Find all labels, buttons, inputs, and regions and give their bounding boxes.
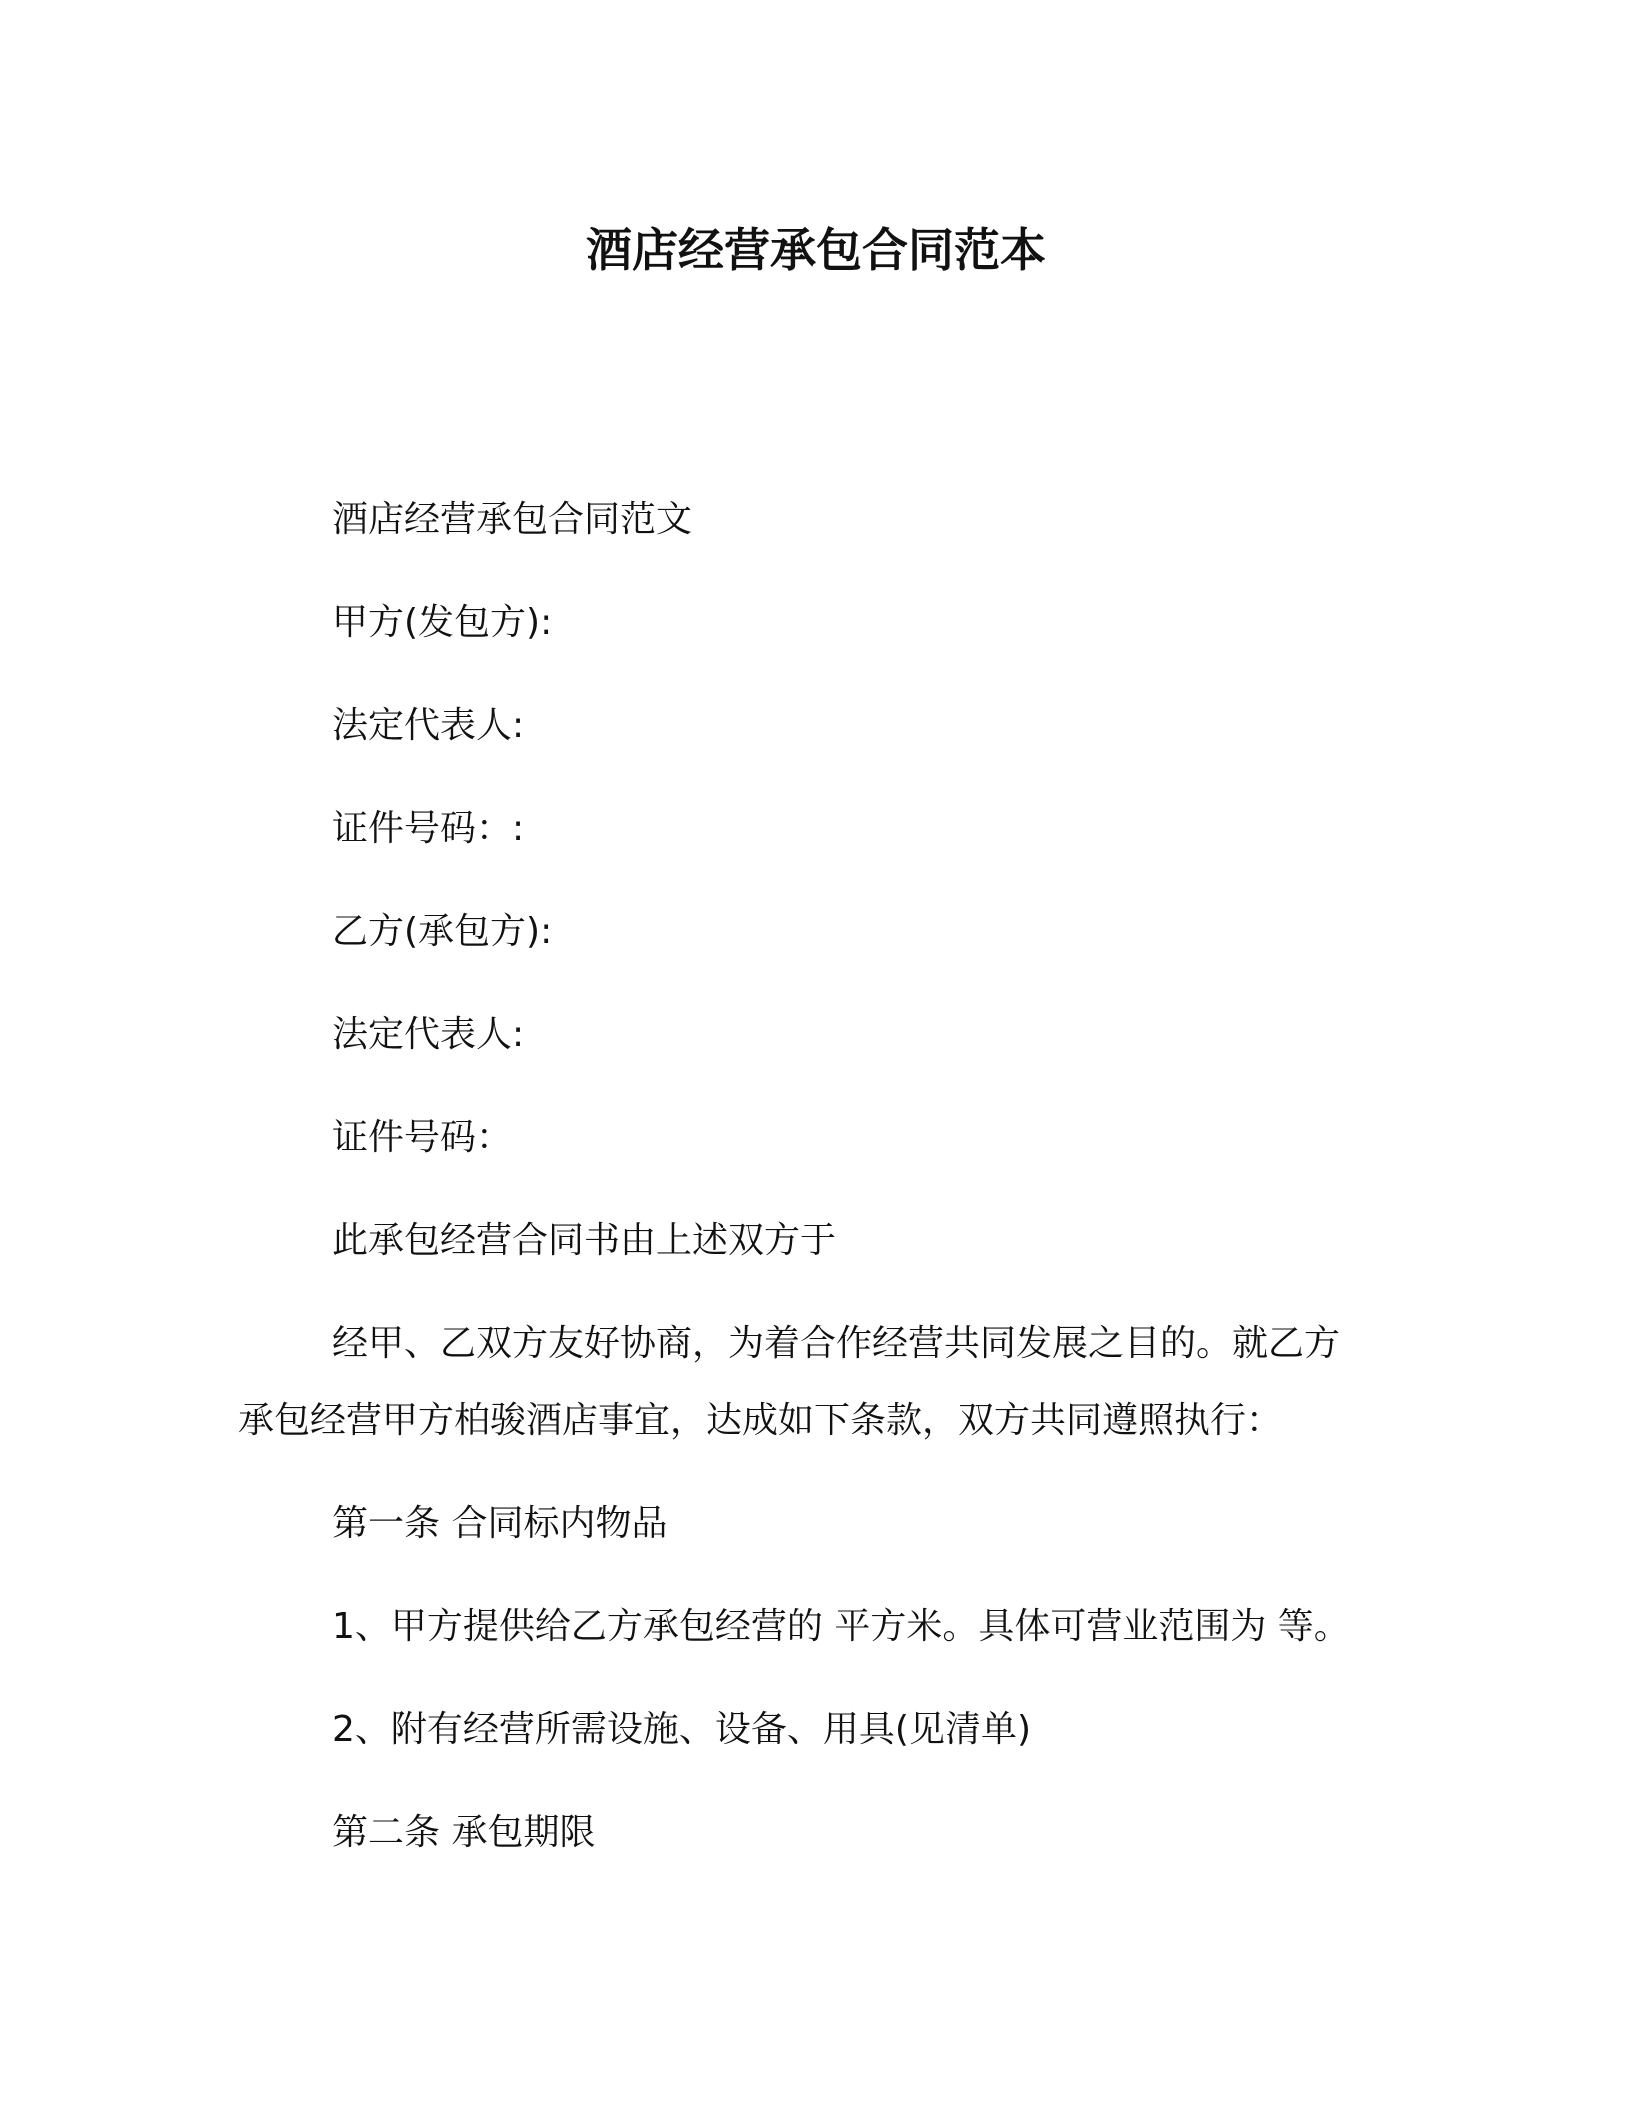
article-one-item-2: 2、附有经营所需设施、设备、用具(见清单): [332, 1709, 1031, 1750]
party-a-representative-line: 法定代表人:: [332, 705, 525, 746]
article-two-heading: 第二条 承包期限: [332, 1812, 596, 1853]
party-a-line: 甲方(发包方):: [332, 602, 553, 643]
party-b-representative-line: 法定代表人:: [332, 1014, 525, 1055]
party-a-id-line: 证件号码：:: [332, 808, 525, 849]
article-one-heading: 第一条 合同标内物品: [332, 1503, 668, 1544]
party-b-id-line: 证件号码：: [332, 1117, 513, 1158]
article-one-item-1: 1、甲方提供给乙方承包经营的 平方米。具体可营业范围为 等。: [332, 1606, 1350, 1647]
party-b-line: 乙方(承包方):: [332, 911, 553, 952]
preamble-continuation-line: 承包经营甲方柏骏酒店事宜，达成如下条款，双方共同遵照执行：: [238, 1400, 1283, 1441]
contract-date-line: 此承包经营合同书由上述双方于: [332, 1220, 837, 1261]
document-title: 酒店经营承包合同范本: [586, 223, 1046, 277]
preamble-line: 经甲、乙双方友好协商，为着合作经营共同发展之目的。就乙方: [332, 1323, 1341, 1364]
subtitle-line: 酒店经营承包合同范文: [332, 499, 693, 540]
